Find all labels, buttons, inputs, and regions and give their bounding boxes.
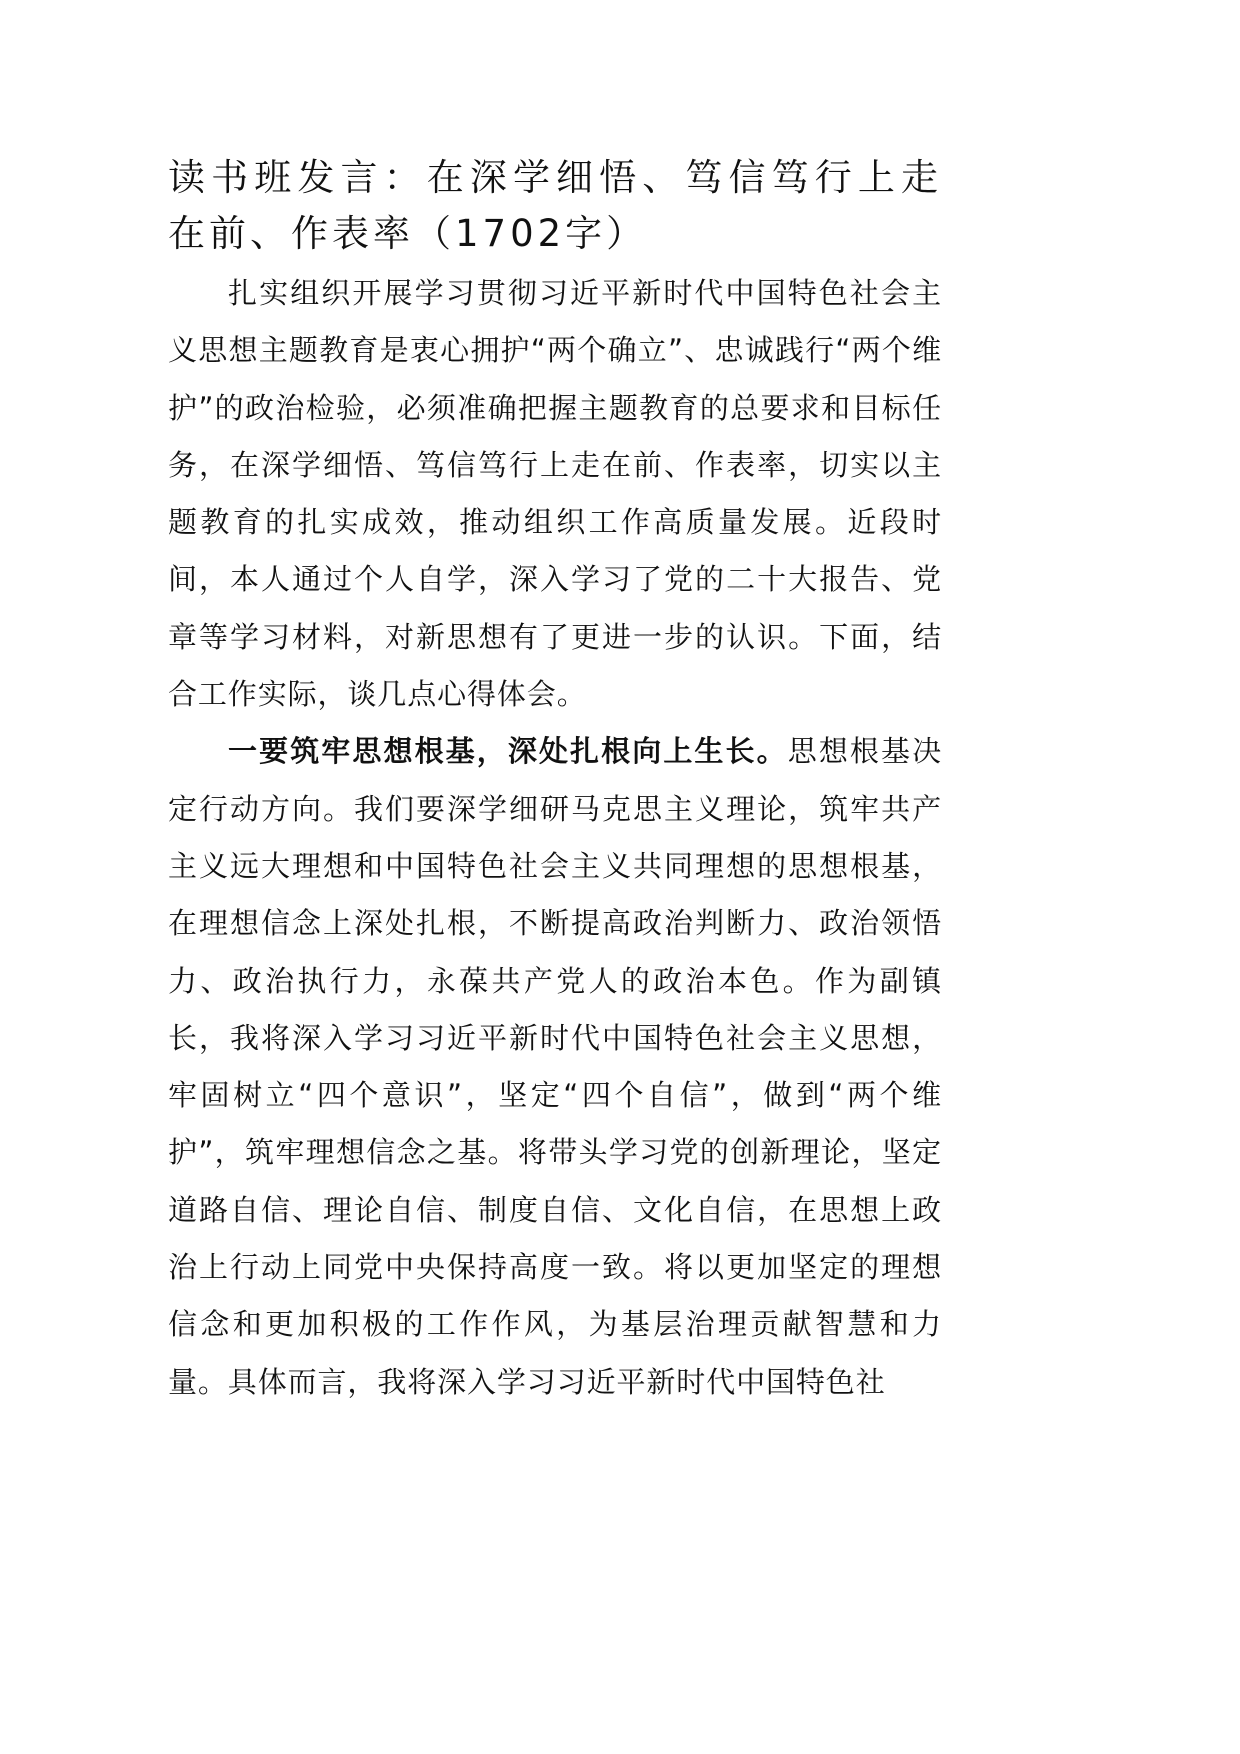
intro-paragraph [168, 265, 942, 723]
intro-paragraph-text: 扎实组织开展学习贯彻习近平新时代中国特色社会主义思想主题教育是衷心拥护“两个确立”、忠诚践行“两个维护”的政治检验，必须准确把握主题教育的总要求和目标任务，在深学细悟、笃信笃行上走在前、作表率，切实以主题教育的扎实成效，推动组织工作高质量发展。近段时间，本人通过个人自学，深入学习了党的二十大报告、党章等学习材料，对新思想有了更进一步的认识。下面，结合工作实际，谈几点心得体会。 [168, 276, 942, 712]
document-body [168, 150, 942, 1411]
document-title: 读书班发言：在深学细悟、笃信笃行上走在前、作表率（1702字） [168, 156, 942, 255]
point-one-heading: 一要筑牢思想根基，深处扎根向上生长。 [228, 734, 788, 769]
point-one-paragraph [168, 723, 942, 1411]
point-one-text: 思想根基决定行动方向。我们要深学细研马克思主义理论，筑牢共产主义远大理想和中国特色社会主义共同理想的思想根基，在理想信念上深处扎根，不断提高政治判断力、政治领悟力、政治执行力，永葆共产党人的政治本色。作为副镇长，我将深入学习习近平新时代中国特色社会主义思想，牢固树立“四个意识”，坚定“四个自信”，做到“两个维护”，筑牢理想信念之基。将带头学习党的创新理论，坚定道路自信、理论自信、制度自信、文化自信，在思想上政治上行动上同党中央保持高度一致。将以更加坚定的理想信念和更加积极的工作作风，为基层治理贡献智慧和力量。具体而言，我将深入学习习近平新时代中国特色社 [168, 734, 942, 1399]
